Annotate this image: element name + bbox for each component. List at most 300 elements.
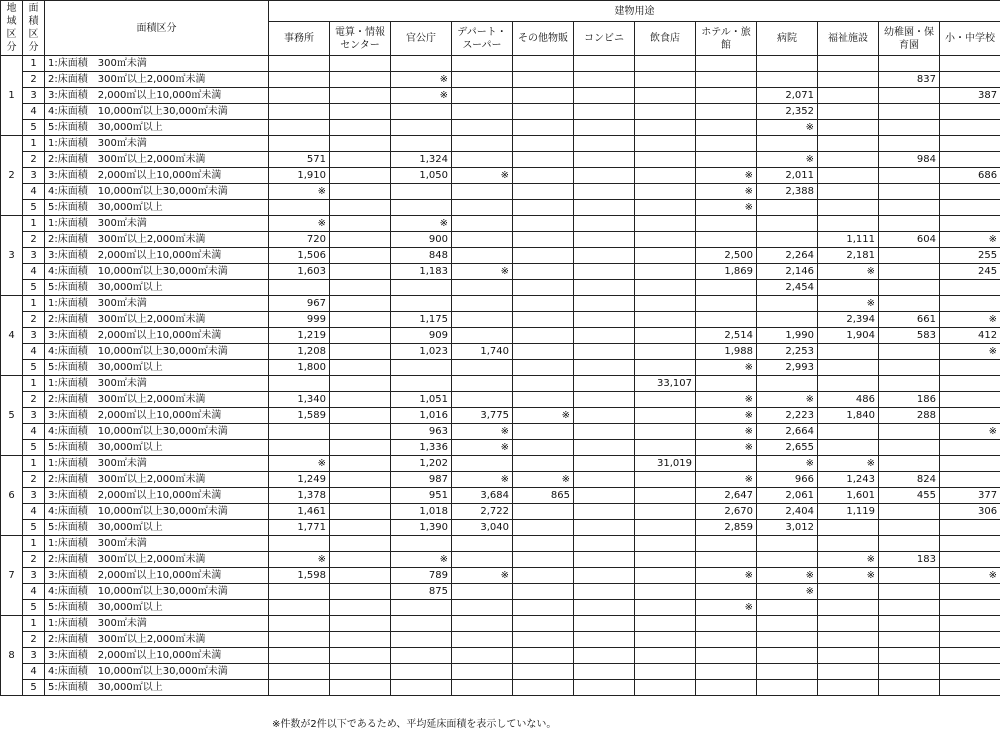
value-cell: ※ (513, 408, 574, 424)
value-cell (940, 392, 1000, 408)
value-cell (757, 296, 818, 312)
area-name-cell: 1:床面積 300㎡未満 (45, 216, 269, 232)
value-cell (879, 184, 940, 200)
value-cell (513, 280, 574, 296)
value-cell (879, 88, 940, 104)
table-row (1, 520, 1000, 536)
value-cell (757, 536, 818, 552)
value-cell (574, 168, 635, 184)
value-cell (635, 168, 696, 184)
value-cell: ※ (391, 552, 452, 568)
value-cell (513, 520, 574, 536)
area-number-cell: 4 (23, 504, 45, 520)
value-cell (330, 376, 391, 392)
region-cell: 4 (1, 296, 23, 376)
value-cell (452, 88, 513, 104)
value-cell (696, 232, 757, 248)
value-cell: 387 (940, 88, 1000, 104)
value-cell (818, 152, 879, 168)
value-cell (818, 440, 879, 456)
value-cell (879, 568, 940, 584)
value-cell: ※ (940, 424, 1000, 440)
value-cell (513, 632, 574, 648)
value-cell (452, 328, 513, 344)
value-cell: ※ (696, 200, 757, 216)
value-cell: 1,910 (269, 168, 330, 184)
value-cell (452, 360, 513, 376)
area-name-cell: 5:床面積 30,000㎡以上 (45, 600, 269, 616)
value-cell (391, 184, 452, 200)
area-number-cell: 5 (23, 600, 45, 616)
area-name-cell: 1:床面積 300㎡未満 (45, 616, 269, 632)
value-cell (696, 216, 757, 232)
value-cell (696, 72, 757, 88)
value-cell: 2,514 (696, 328, 757, 344)
value-cell (696, 632, 757, 648)
area-number-cell: 5 (23, 520, 45, 536)
value-cell (391, 632, 452, 648)
value-cell (757, 136, 818, 152)
value-cell (635, 616, 696, 632)
use-header-10: 福祉施設 (818, 22, 879, 56)
value-cell: 3,012 (757, 520, 818, 536)
table-row (1, 328, 1000, 344)
value-cell (635, 408, 696, 424)
value-cell (574, 296, 635, 312)
region-cell: 2 (1, 136, 23, 216)
area-number-cell: 4 (23, 344, 45, 360)
area-number-cell: 3 (23, 568, 45, 584)
value-cell: 2,011 (757, 168, 818, 184)
value-cell (330, 648, 391, 664)
area-name-cell: 1:床面積 300㎡未満 (45, 56, 269, 72)
value-cell (574, 184, 635, 200)
region-cell: 7 (1, 536, 23, 616)
value-cell: 1,243 (818, 472, 879, 488)
value-cell (269, 136, 330, 152)
value-cell (574, 584, 635, 600)
value-cell (330, 296, 391, 312)
value-cell (574, 616, 635, 632)
value-cell (879, 168, 940, 184)
value-cell: ※ (940, 344, 1000, 360)
value-cell: ※ (696, 440, 757, 456)
value-cell (513, 616, 574, 632)
value-cell (513, 680, 574, 696)
use-header-7: 飲食店 (635, 22, 696, 56)
value-cell: 951 (391, 488, 452, 504)
table-row (1, 504, 1000, 520)
value-cell: 984 (879, 152, 940, 168)
value-cell: 1,340 (269, 392, 330, 408)
value-cell (940, 520, 1000, 536)
value-cell (452, 536, 513, 552)
value-cell: ※ (696, 184, 757, 200)
value-cell (574, 632, 635, 648)
area-name-cell: 2:床面積 300㎡以上2,000㎡未満 (45, 72, 269, 88)
area-name-cell: 3:床面積 2,000㎡以上10,000㎡未満 (45, 648, 269, 664)
area-name-cell: 1:床面積 300㎡未満 (45, 536, 269, 552)
value-cell (879, 120, 940, 136)
value-cell (330, 168, 391, 184)
value-cell: 571 (269, 152, 330, 168)
value-cell (330, 680, 391, 696)
value-cell (513, 296, 574, 312)
value-cell: ※ (818, 456, 879, 472)
value-cell (879, 104, 940, 120)
value-cell (452, 136, 513, 152)
value-cell (574, 216, 635, 232)
table-row (1, 296, 1000, 312)
value-cell (574, 680, 635, 696)
value-cell (513, 232, 574, 248)
value-cell (574, 72, 635, 88)
value-cell (757, 216, 818, 232)
area-name-cell: 5:床面積 30,000㎡以上 (45, 440, 269, 456)
table-row (1, 616, 1000, 632)
area-number-cell: 2 (23, 632, 45, 648)
value-cell (513, 312, 574, 328)
value-cell (330, 632, 391, 648)
area-name-cell: 3:床面積 2,000㎡以上10,000㎡未満 (45, 88, 269, 104)
area-name-cell: 5:床面積 30,000㎡以上 (45, 120, 269, 136)
value-cell: 2,993 (757, 360, 818, 376)
value-cell (330, 568, 391, 584)
value-cell: 1,378 (269, 488, 330, 504)
value-cell (269, 200, 330, 216)
use-header-8: ホテル・旅館 (696, 22, 757, 56)
value-cell: 2,071 (757, 88, 818, 104)
value-cell (696, 312, 757, 328)
value-cell (452, 616, 513, 632)
value-cell: 837 (879, 72, 940, 88)
value-cell (879, 616, 940, 632)
value-cell (635, 200, 696, 216)
value-cell: ※ (269, 456, 330, 472)
value-cell (635, 312, 696, 328)
value-cell (696, 56, 757, 72)
header-row-group (1, 1, 1000, 22)
value-cell (696, 536, 757, 552)
value-cell (757, 648, 818, 664)
value-cell: ※ (757, 456, 818, 472)
value-cell (574, 472, 635, 488)
table-row (1, 120, 1000, 136)
value-cell (818, 600, 879, 616)
value-cell (330, 584, 391, 600)
table-row (1, 200, 1000, 216)
value-cell (940, 552, 1000, 568)
value-cell: 486 (818, 392, 879, 408)
value-cell (269, 120, 330, 136)
value-cell (574, 424, 635, 440)
value-cell (452, 200, 513, 216)
value-cell (574, 248, 635, 264)
value-cell (330, 312, 391, 328)
table-row (1, 312, 1000, 328)
value-cell (818, 88, 879, 104)
value-cell (818, 280, 879, 296)
value-cell: 720 (269, 232, 330, 248)
area-number-cell: 4 (23, 104, 45, 120)
value-cell (452, 232, 513, 248)
value-cell (330, 616, 391, 632)
value-cell (635, 216, 696, 232)
value-cell (635, 264, 696, 280)
value-cell (635, 664, 696, 680)
value-cell (330, 488, 391, 504)
value-cell (574, 344, 635, 360)
area-number-cell: 5 (23, 680, 45, 696)
value-cell (269, 536, 330, 552)
area-name-cell: 1:床面積 300㎡未満 (45, 296, 269, 312)
table-row (1, 456, 1000, 472)
value-cell (940, 152, 1000, 168)
value-cell (391, 648, 452, 664)
value-cell (269, 584, 330, 600)
value-cell (452, 312, 513, 328)
region-cell: 6 (1, 456, 23, 536)
value-cell: 2,670 (696, 504, 757, 520)
value-cell: 1,023 (391, 344, 452, 360)
value-cell: 3,684 (452, 488, 513, 504)
value-cell (818, 632, 879, 648)
value-cell (574, 440, 635, 456)
value-cell (818, 136, 879, 152)
value-cell (757, 312, 818, 328)
value-cell: ※ (696, 360, 757, 376)
area-number-cell: 4 (23, 584, 45, 600)
value-cell (696, 120, 757, 136)
table-row (1, 584, 1000, 600)
value-cell (635, 520, 696, 536)
value-cell (940, 56, 1000, 72)
value-cell (879, 520, 940, 536)
value-cell: ※ (452, 440, 513, 456)
value-cell (879, 248, 940, 264)
area-number-cell: 3 (23, 328, 45, 344)
table-row (1, 488, 1000, 504)
value-cell (879, 424, 940, 440)
value-cell (635, 56, 696, 72)
use-header-1: 事務所 (269, 22, 330, 56)
value-cell (635, 440, 696, 456)
value-cell (574, 376, 635, 392)
area-name-cell: 4:床面積 10,000㎡以上30,000㎡未満 (45, 424, 269, 440)
value-cell: ※ (818, 264, 879, 280)
value-cell (574, 328, 635, 344)
value-cell (635, 360, 696, 376)
value-cell (879, 136, 940, 152)
value-cell (940, 184, 1000, 200)
value-cell (696, 648, 757, 664)
value-cell (940, 584, 1000, 600)
table-row (1, 248, 1000, 264)
value-cell: ※ (391, 216, 452, 232)
value-cell: 1,461 (269, 504, 330, 520)
value-cell: ※ (757, 584, 818, 600)
value-cell (635, 88, 696, 104)
value-cell: 3,775 (452, 408, 513, 424)
value-cell: 1,840 (818, 408, 879, 424)
value-cell (330, 440, 391, 456)
value-cell: ※ (269, 216, 330, 232)
table-row (1, 632, 1000, 648)
value-cell (574, 200, 635, 216)
value-cell (879, 360, 940, 376)
value-cell (269, 56, 330, 72)
area-name-cell: 5:床面積 30,000㎡以上 (45, 680, 269, 696)
table-row (1, 88, 1000, 104)
value-cell: 2,647 (696, 488, 757, 504)
table-row (1, 680, 1000, 696)
value-cell (452, 584, 513, 600)
value-cell (330, 392, 391, 408)
value-cell (391, 616, 452, 632)
value-cell (452, 392, 513, 408)
value-cell (391, 680, 452, 696)
value-cell (757, 616, 818, 632)
area-number-cell: 1 (23, 536, 45, 552)
value-cell (330, 280, 391, 296)
table-row (1, 664, 1000, 680)
value-cell (940, 664, 1000, 680)
value-cell (940, 456, 1000, 472)
value-cell: 2,223 (757, 408, 818, 424)
value-cell (330, 264, 391, 280)
value-cell: 1,175 (391, 312, 452, 328)
value-cell (757, 232, 818, 248)
value-cell (391, 360, 452, 376)
value-cell: 1,018 (391, 504, 452, 520)
value-cell (879, 376, 940, 392)
value-cell (635, 392, 696, 408)
value-cell: 999 (269, 312, 330, 328)
value-cell: ※ (452, 424, 513, 440)
table-row (1, 408, 1000, 424)
value-cell: 1,183 (391, 264, 452, 280)
area-number-cell: 2 (23, 72, 45, 88)
value-cell (574, 88, 635, 104)
value-cell (574, 120, 635, 136)
value-cell (574, 136, 635, 152)
value-cell: 2,253 (757, 344, 818, 360)
value-cell (452, 104, 513, 120)
value-cell (696, 664, 757, 680)
value-cell: 1,324 (391, 152, 452, 168)
table-row (1, 360, 1000, 376)
value-cell: 1,740 (452, 344, 513, 360)
value-cell (879, 296, 940, 312)
value-cell (818, 168, 879, 184)
value-cell (513, 344, 574, 360)
value-cell: 1,016 (391, 408, 452, 424)
value-cell (269, 600, 330, 616)
value-cell (940, 104, 1000, 120)
value-cell (879, 680, 940, 696)
value-cell (513, 264, 574, 280)
area-number-cell: 1 (23, 136, 45, 152)
value-cell (452, 120, 513, 136)
value-cell (513, 376, 574, 392)
value-cell (635, 344, 696, 360)
value-cell: 686 (940, 168, 1000, 184)
value-cell (513, 392, 574, 408)
value-cell: 1,771 (269, 520, 330, 536)
value-cell: ※ (696, 600, 757, 616)
value-cell (574, 312, 635, 328)
area-name-cell: 3:床面積 2,000㎡以上10,000㎡未満 (45, 488, 269, 504)
value-cell (513, 584, 574, 600)
value-cell (879, 632, 940, 648)
value-cell (696, 680, 757, 696)
value-cell (818, 648, 879, 664)
value-cell: 33,107 (635, 376, 696, 392)
value-cell (513, 152, 574, 168)
area-number-cell: 5 (23, 440, 45, 456)
value-cell (269, 632, 330, 648)
use-header-3: 官公庁 (391, 22, 452, 56)
value-cell: 2,500 (696, 248, 757, 264)
area-number-cell: 2 (23, 232, 45, 248)
table-row (1, 648, 1000, 664)
value-cell (574, 568, 635, 584)
value-cell: 288 (879, 408, 940, 424)
area-name-cell: 1:床面積 300㎡未満 (45, 136, 269, 152)
area-number-cell: 3 (23, 488, 45, 504)
value-cell: 824 (879, 472, 940, 488)
value-cell: 1,990 (757, 328, 818, 344)
area-number-cell: 4 (23, 664, 45, 680)
value-cell (513, 168, 574, 184)
value-cell (391, 664, 452, 680)
value-cell (513, 248, 574, 264)
value-cell (696, 136, 757, 152)
area-name-cell: 4:床面積 10,000㎡以上30,000㎡未満 (45, 664, 269, 680)
area-number-cell: 3 (23, 248, 45, 264)
area-number-cell: 3 (23, 408, 45, 424)
value-cell (330, 152, 391, 168)
area-name-cell: 2:床面積 300㎡以上2,000㎡未満 (45, 232, 269, 248)
region-header: 地域区分 (1, 1, 23, 56)
value-cell: 377 (940, 488, 1000, 504)
value-cell (879, 440, 940, 456)
value-cell (940, 280, 1000, 296)
value-cell (635, 552, 696, 568)
value-cell (879, 216, 940, 232)
value-cell (330, 552, 391, 568)
use-header-11: 幼稚園・保育園 (879, 22, 940, 56)
value-cell (818, 520, 879, 536)
value-cell: 1,111 (818, 232, 879, 248)
table-row (1, 264, 1000, 280)
value-cell: ※ (696, 392, 757, 408)
value-cell (696, 616, 757, 632)
area-name-cell: 4:床面積 10,000㎡以上30,000㎡未満 (45, 184, 269, 200)
table-row (1, 600, 1000, 616)
area-name-cell: 3:床面積 2,000㎡以上10,000㎡未満 (45, 248, 269, 264)
value-cell (635, 248, 696, 264)
value-cell: 2,404 (757, 504, 818, 520)
value-cell (757, 632, 818, 648)
value-cell (696, 376, 757, 392)
value-cell (330, 248, 391, 264)
value-cell: 1,598 (269, 568, 330, 584)
area-number-cell: 1 (23, 56, 45, 72)
value-cell (818, 664, 879, 680)
table-row (1, 472, 1000, 488)
value-cell (513, 648, 574, 664)
